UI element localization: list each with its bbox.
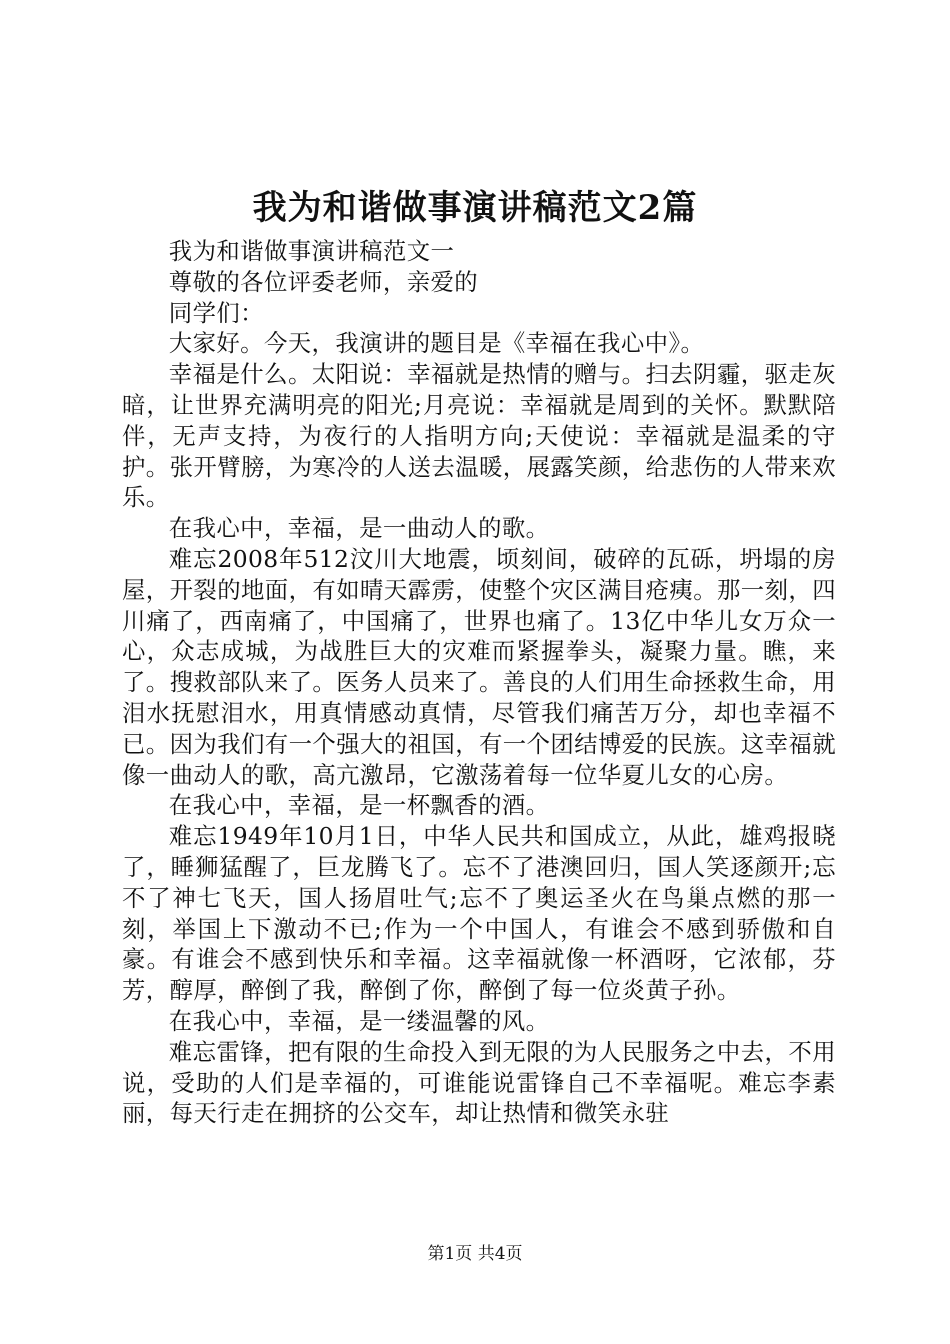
paragraph: 同学们： xyxy=(168,298,264,327)
paragraph: 在我心中，幸福，是一杯飘香的酒。 xyxy=(168,791,550,820)
document-body xyxy=(122,236,836,1129)
paragraph: 我为和谐做事演讲稿范文一 xyxy=(168,237,455,265)
page-title: 我为和谐做事演讲稿范文2篇 xyxy=(252,188,698,228)
paragraph: 难忘2008年512汶川大地震，顷刻间，破碎的瓦砾，坍塌的房屋，开裂的地面，有如晴天霹雳，使整个灾区满目疮痍。那一刻，四川痛了，西南痛了，中国痛了，世界也痛了。13亿中华儿女万众一心，众志成城，为战胜巨大的灾难而紧握拳头，凝聚力量。瞧，来了。搜救部队来了。医务人员来了。善良的人们用生命拯救生命，用泪水抚慰泪水，用真情感动真情，尽管我们痛苦万分，却也幸福不已。因为我们有一个强大的祖国，有一个团结博爱的民族。这幸福就像一曲动人的歌，高亢激昂，它激荡着每一位华夏儿女的心房。 xyxy=(122,544,836,789)
paragraph: 难忘1949年10月1日，中华人民共和国成立，从此，雄鸡报晓了，睡狮猛醒了，巨龙腾飞了。忘不了港澳回归，国人笑逐颜开;忘不了神七飞天，国人扬眉吐气;忘不了奥运圣火在鸟巢点燃的那一刻，举国上下激动不已;作为一个中国人，有谁会不感到骄傲和自豪。有谁会不感到快乐和幸福。这幸福就像一杯酒呀，它浓郁，芬芳，醇厚，醉倒了我，醉倒了你，醉倒了每一位炎黄子孙。 xyxy=(122,822,836,1005)
paragraph: 难忘雷锋，把有限的生命投入到无限的为人民服务之中去，不用说，受助的人们是幸福的，可谁能说雷锋自己不幸福呢。难忘李素丽，每天行走在拥挤的公交车，却让热情和微笑永驻 xyxy=(122,1037,836,1128)
paragraph: 尊敬的各位评委老师，亲爱的 xyxy=(168,267,479,296)
paragraph: 在我心中，幸福，是一缕温馨的风。 xyxy=(168,1006,550,1035)
page-number-footer: 第1页 共4页 xyxy=(427,1244,523,1264)
paragraph: 幸福是什么。太阳说：幸福就是热情的赠与。扫去阴霾，驱走灰暗，让世界充满明亮的阳光;月亮说：幸福就是周到的关怀。默默陪伴，无声支持，为夜行的人指明方向;天使说：幸福就是温柔的守护。张开臂膀，为寒冷的人送去温暖，展露笑颜，给悲伤的人带来欢乐。 xyxy=(122,360,836,512)
paragraph: 在我心中，幸福，是一曲动人的歌。 xyxy=(168,514,550,543)
paragraph: 大家好。今天，我演讲的题目是《幸福在我心中》。 xyxy=(168,329,705,358)
